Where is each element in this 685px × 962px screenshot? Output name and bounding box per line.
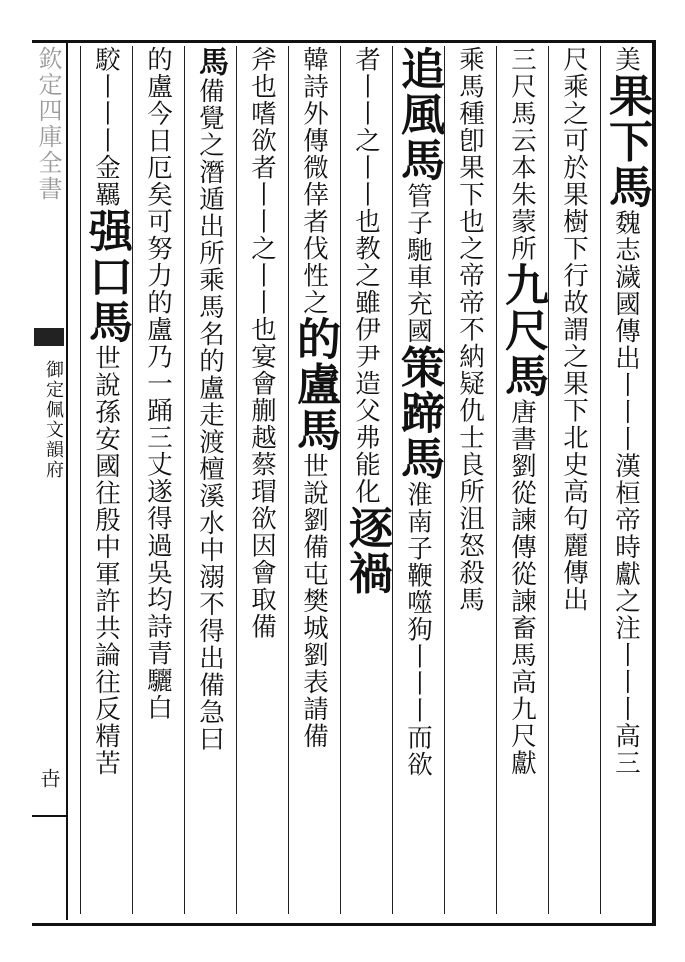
column-text: 者丨丨之丨丨也 — [351, 46, 381, 235]
column-text: 宴會蒯越蔡瑁欲因會取備 — [247, 343, 277, 640]
text-column-4 — [444, 46, 496, 914]
column-text: 教之雖伊尹造父弗能化 — [351, 235, 381, 505]
column-text: 世說劉備屯樊城劉表請備 — [299, 452, 329, 750]
spine-divider — [32, 815, 66, 817]
column-text: 魏志濊國傳出丨丨丨漢桓帝時獻之注丨丨丨高三 — [611, 209, 641, 777]
entry-heading: 逐禍 — [341, 505, 392, 596]
column-text: 唐書劉從諫傳從諫畜馬高九尺獻 — [507, 398, 537, 777]
text-column-11 — [80, 46, 132, 914]
spine-library-title: 欽定四庫全書 — [34, 46, 62, 202]
spine-page-number: 卋 — [37, 768, 61, 788]
column-text: 駮丨丨丨金羈 — [91, 46, 121, 208]
column-text: 備覺之潛遁出所乘馬名的盧走渡檀溪水中溺不得出備急曰 — [195, 77, 225, 753]
text-column-8 — [236, 46, 288, 914]
entry-heading: 追風馬 — [393, 46, 444, 183]
entry-heading: 强口馬 — [81, 208, 132, 345]
entry-heading: 九尺馬 — [497, 262, 548, 399]
text-column-1 — [600, 46, 652, 914]
column-text: 的盧今日厄矣可努力的盧乃一踊三丈遂得過吳均詩青驪白 — [143, 46, 173, 721]
column-text: 馬 — [193, 46, 228, 78]
spine-book-title: 御定佩文韻府 — [43, 360, 64, 480]
column-text: 乘馬種卽果下也 — [455, 46, 485, 235]
text-column-10 — [132, 46, 184, 914]
text-column-6 — [340, 46, 392, 914]
entry-heading: 的盧馬 — [289, 316, 340, 453]
spine-fishtail-mark — [34, 328, 64, 346]
column-text: 管子馳車充國 — [403, 182, 433, 345]
entry-heading: 果下馬 — [601, 73, 652, 210]
column-text: 淮南子鞭噬狗丨丨丨而欲 — [403, 481, 433, 778]
entry-heading: 策蹄馬 — [393, 344, 444, 481]
column-text: 三尺馬云本朱蒙所 — [507, 46, 537, 262]
column-lead: 美 — [611, 46, 641, 73]
text-column-9 — [184, 46, 236, 914]
column-text: 斧也嗜欲者丨丨之丨丨也 — [247, 46, 277, 343]
book-spine-margin — [32, 40, 68, 920]
text-column-3 — [496, 46, 548, 914]
column-text: 韓詩外傳微倖者伐性之 — [299, 46, 329, 316]
column-text: 世說孫安國往殷中軍許共論往反精苦 — [91, 344, 121, 777]
text-column-5 — [392, 46, 444, 914]
text-column-2 — [548, 46, 600, 914]
column-text: 之帝帝不納疑仇士良所沮怒殺馬 — [455, 235, 485, 613]
column-text: 尺乘之可於果樹下行故謂之果下北史高句麗傳出 — [559, 46, 589, 613]
text-column-7 — [288, 46, 340, 914]
